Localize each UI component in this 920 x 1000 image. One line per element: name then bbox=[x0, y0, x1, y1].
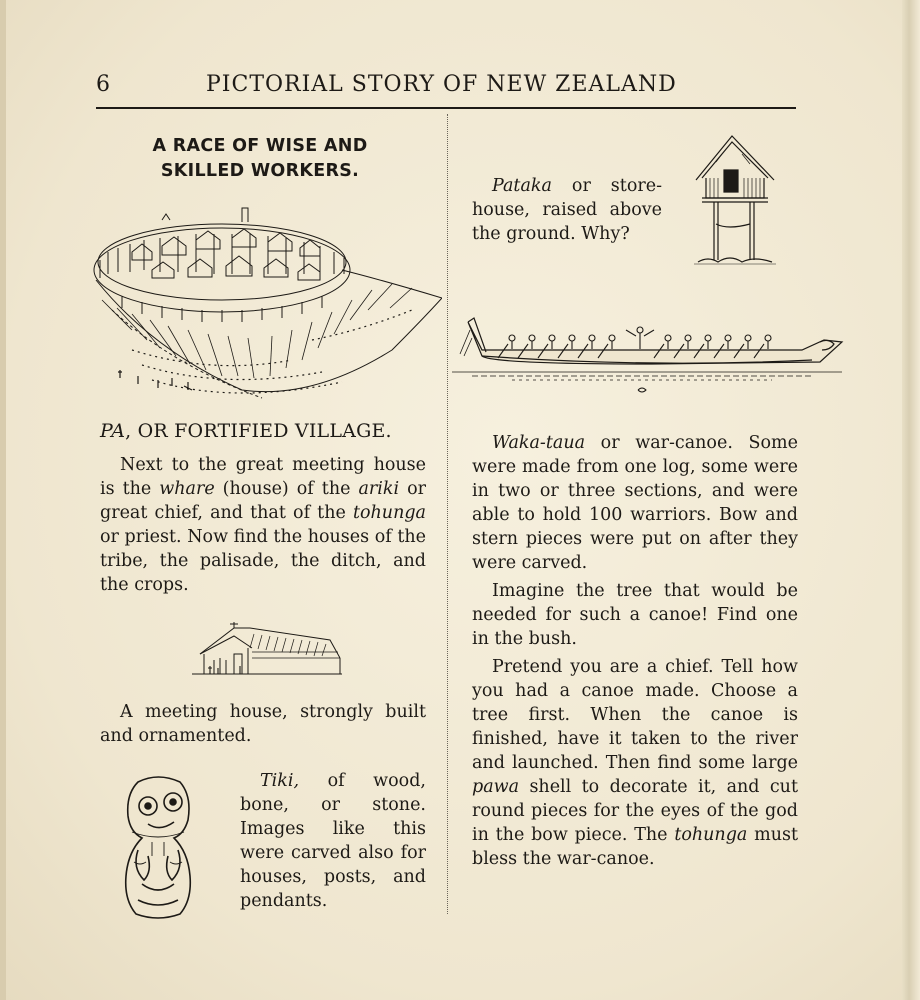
running-title: PICTORIAL STORY OF NEW ZEALAND bbox=[206, 72, 677, 97]
meeting-house-caption bbox=[100, 700, 426, 748]
pataka-text: or store-house, raised above the ground. Why? bbox=[472, 176, 662, 244]
tiki-illustration bbox=[118, 772, 198, 922]
column-divider bbox=[447, 114, 448, 914]
pataka-storehouse-illustration bbox=[692, 132, 778, 272]
pa-text-part4: or priest. Now find the houses of the tribe, the palisade, the ditch, and the crops. bbox=[100, 527, 426, 595]
pa-text-part3: or great chief, and that of the bbox=[100, 479, 426, 523]
pretend-text-pawa: pawa bbox=[472, 777, 520, 797]
tiki-paragraph bbox=[240, 769, 426, 913]
pataka-paragraph bbox=[472, 174, 662, 246]
section-heading bbox=[100, 134, 420, 184]
imagine-paragraph: Imagine the tree that would be needed for such a canoe! Find one in the bush. bbox=[472, 581, 798, 649]
tiki-term: Tiki, bbox=[260, 771, 300, 791]
tiki-text: of wood, bone, or stone. Images like this were carved also for houses, posts, and pendants. bbox=[240, 771, 426, 911]
meeting-house-caption-text: A meeting house, strongly built and ornamented. bbox=[100, 702, 426, 746]
pretend-text-part1: Pretend you are a chief. Tell how you had a canoe made. Choose a tree first. When the canoe is finished, have it taken to the river and launched. Then find some large bbox=[472, 657, 798, 773]
waka-term: Waka-taua bbox=[492, 433, 586, 453]
page-left-edge bbox=[0, 0, 6, 1000]
pretend-paragraph bbox=[472, 655, 798, 871]
section-heading-line2: SKILLED WORKERS. bbox=[160, 161, 360, 181]
pa-text-part1: Next to the great meeting house is the bbox=[100, 455, 426, 499]
pa-caption-rest: , OR FORTIFIED VILLAGE. bbox=[125, 420, 392, 442]
pa-text-tohunga: tohunga bbox=[352, 503, 426, 523]
pa-caption bbox=[100, 420, 392, 442]
page-right-edge bbox=[902, 0, 920, 1000]
page-number: 6 bbox=[96, 72, 110, 97]
pa-paragraph bbox=[100, 453, 426, 597]
war-canoe-illustration bbox=[452, 312, 844, 402]
pretend-text-part2: shell to decorate it, and cut round pieces for the eyes of the god in the bow piece. The bbox=[472, 777, 798, 845]
pa-text-ariki: ariki bbox=[358, 479, 400, 499]
page-header bbox=[96, 72, 796, 104]
pa-village-illustration bbox=[92, 200, 442, 412]
header-rule bbox=[96, 107, 796, 109]
pretend-text-part3: must bless the war-canoe. bbox=[472, 825, 798, 869]
pa-text-whare: whare bbox=[159, 479, 215, 499]
pa-text-part2: (house) of the bbox=[214, 479, 359, 499]
pa-caption-term: PA bbox=[100, 420, 126, 442]
pataka-term: Pataka bbox=[492, 176, 552, 196]
meeting-house-illustration bbox=[190, 618, 346, 680]
waka-paragraph bbox=[472, 431, 798, 871]
waka-text: or war-canoe. Some were made from one log, some were in two or three sections, and were able to hold 100 warriors. Bow and stern pieces were put on after they were carved. bbox=[472, 433, 798, 573]
pretend-text-tohunga: tohunga bbox=[674, 825, 748, 845]
section-heading-line1: A RACE OF WISE AND bbox=[152, 136, 368, 156]
